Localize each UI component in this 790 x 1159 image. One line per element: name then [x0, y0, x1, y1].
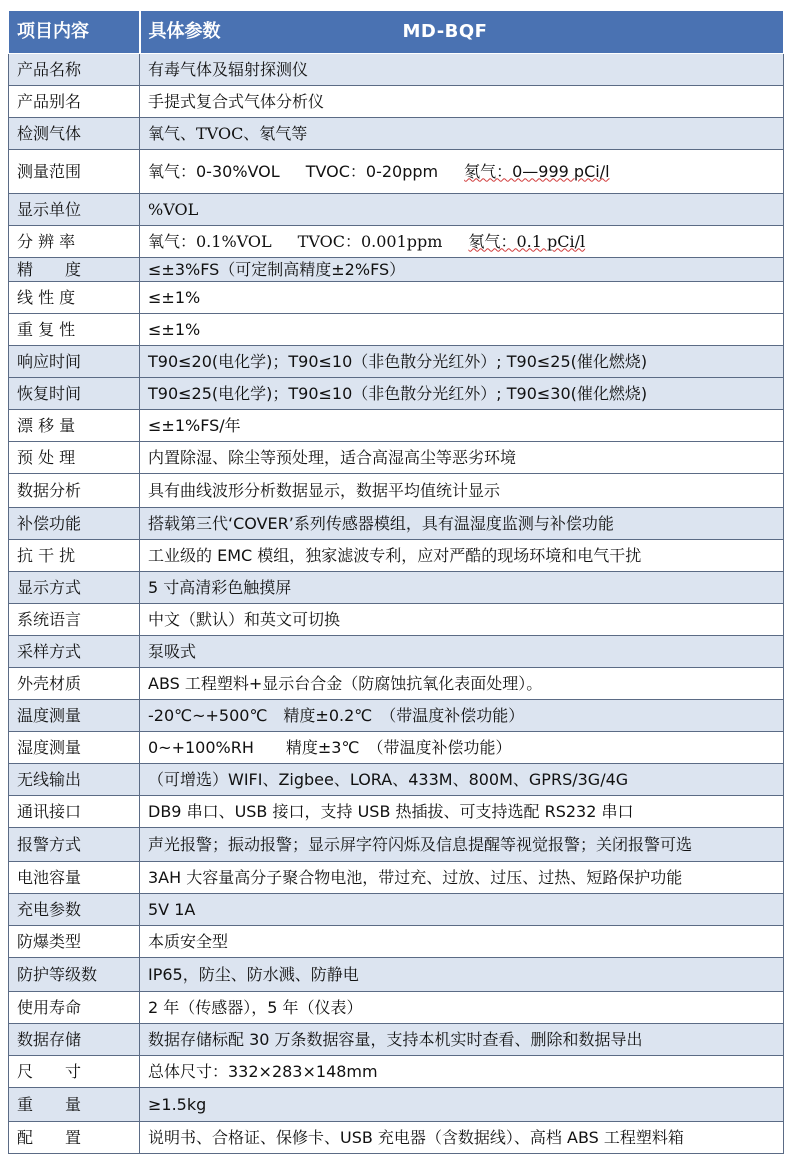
value-text: 0~+100%RH 精度±3℃ （带温度补偿功能） — [148, 737, 512, 757]
row-label: 温度测量 — [9, 700, 140, 732]
table-row — [9, 764, 784, 796]
row-label: 检测气体 — [9, 118, 140, 150]
row-label: 预 处 理 — [9, 442, 140, 474]
value-part: 氧气：0.1%VOL — [148, 231, 272, 251]
row-value — [140, 604, 784, 636]
row-value — [140, 540, 784, 572]
table-row — [9, 636, 784, 668]
value-text: ≤±1% — [148, 287, 201, 307]
table-row — [9, 668, 784, 700]
table-row — [9, 796, 784, 828]
value-text: 内置除湿、除尘等预处理，适合高湿高尘等恶劣环境 — [148, 447, 517, 467]
row-label: 使用寿命 — [9, 992, 140, 1024]
value-text: ≤±1% — [148, 319, 201, 339]
row-value — [140, 572, 784, 604]
row-value — [140, 508, 784, 540]
value-text: 2 年（传感器），5 年（仪表） — [148, 997, 363, 1017]
table-row — [9, 474, 784, 508]
value-text: 氧气、TVOC、氡气等 — [148, 123, 308, 143]
spec-table — [8, 10, 784, 1154]
value-text: 数据存储标配 30 万条数据容量，支持本机实时查看、删除和数据导出 — [148, 1029, 643, 1049]
row-value — [140, 926, 784, 958]
row-value — [140, 118, 784, 150]
row-label: 重 复 性 — [9, 314, 140, 346]
row-label: 显示单位 — [9, 194, 140, 226]
row-value — [140, 86, 784, 118]
row-value — [140, 54, 784, 86]
row-label: 数据存储 — [9, 1024, 140, 1056]
row-value — [140, 894, 784, 926]
row-label: 精 度 — [9, 258, 140, 282]
value-text: 工业级的 EMC 模组，独家滤波专利，应对严酷的现场环境和电气干扰 — [148, 545, 642, 565]
header-params-label: 具体参数 — [148, 21, 221, 43]
spec-body — [9, 54, 784, 1154]
value-part: 氧气：0-30%VOL — [148, 161, 280, 181]
row-label: 漂 移 量 — [9, 410, 140, 442]
table-row — [9, 346, 784, 378]
row-value — [140, 194, 784, 226]
row-value — [140, 1056, 784, 1088]
value-text: ABS 工程塑料+显示台合金（防腐蚀抗氧化表面处理）。 — [148, 673, 543, 693]
row-label: 恢复时间 — [9, 378, 140, 410]
value-text: IP65，防尘、防水溅、防静电 — [148, 964, 359, 984]
row-value — [140, 796, 784, 828]
row-value — [140, 862, 784, 894]
table-row — [9, 540, 784, 572]
table-row — [9, 118, 784, 150]
row-value — [140, 958, 784, 992]
row-label: 配 置 — [9, 1122, 140, 1154]
value-part: 氡气：0.1 pCi/l — [468, 231, 586, 251]
row-label: 尺 寸 — [9, 1056, 140, 1088]
model-number: MD-BQF — [402, 21, 488, 42]
row-value — [140, 700, 784, 732]
row-value — [140, 314, 784, 346]
value-text: 有毒气体及辐射探测仪 — [148, 59, 309, 79]
value-text: ≤±3%FS（可定制高精度±2%FS） — [148, 259, 406, 279]
value-text: 5 寸高清彩色触摸屏 — [148, 577, 292, 597]
row-label: 充电参数 — [9, 894, 140, 926]
value-part: TVOC：0.001ppm — [297, 231, 443, 251]
row-label: 响应时间 — [9, 346, 140, 378]
row-label: 分 辨 率 — [9, 226, 140, 258]
table-row — [9, 378, 784, 410]
row-value — [140, 150, 784, 194]
row-label: 抗 干 扰 — [9, 540, 140, 572]
row-label: 外壳材质 — [9, 668, 140, 700]
header-params-cell — [140, 11, 784, 54]
value-text: 中文（默认）和英文可切换 — [148, 609, 341, 629]
row-label: 系统语言 — [9, 604, 140, 636]
row-value — [140, 282, 784, 314]
row-value — [140, 474, 784, 508]
value-part: 氡气：0—999 pCi/l — [464, 161, 610, 181]
row-label: 产品名称 — [9, 54, 140, 86]
table-row — [9, 1056, 784, 1088]
value-text: 3AH 大容量高分子聚合物电池，带过充、过放、过压、过热、短路保护功能 — [148, 867, 683, 887]
value-text: 本质安全型 — [148, 931, 229, 951]
table-row — [9, 572, 784, 604]
row-value — [140, 992, 784, 1024]
value-text: 泵吸式 — [148, 641, 197, 661]
value-text: 总体尺寸：332×283×148mm — [148, 1061, 378, 1081]
row-value — [140, 346, 784, 378]
table-row — [9, 194, 784, 226]
value-text: DB9 串口、USB 接口，支持 USB 热插拔、可支持选配 RS232 串口 — [148, 801, 634, 821]
value-text: 搭载第三代‘COVER’系列传感器模组，具有温湿度监测与补偿功能 — [148, 513, 614, 533]
row-label: 报警方式 — [9, 828, 140, 862]
row-value — [140, 378, 784, 410]
row-label: 显示方式 — [9, 572, 140, 604]
table-row — [9, 410, 784, 442]
value-text: 手提式复合式气体分析仪 — [148, 91, 325, 111]
header-item-label: 项目内容 — [9, 11, 140, 54]
row-value — [140, 1088, 784, 1122]
row-value — [140, 258, 784, 282]
row-label: 数据分析 — [9, 474, 140, 508]
row-label: 湿度测量 — [9, 732, 140, 764]
header-row — [9, 11, 784, 54]
value-text: （可增选）WIFI、Zigbee、LORA、433M、800M、GPRS/3G/4G — [148, 769, 629, 789]
row-value — [140, 442, 784, 474]
value-text: 5V 1A — [148, 899, 196, 919]
value-text: -20℃~+500℃ 精度±0.2℃ （带温度补偿功能） — [148, 705, 525, 725]
row-value — [140, 828, 784, 862]
table-row — [9, 862, 784, 894]
row-label: 电池容量 — [9, 862, 140, 894]
table-row — [9, 732, 784, 764]
table-row — [9, 992, 784, 1024]
row-label: 无线输出 — [9, 764, 140, 796]
row-value — [140, 668, 784, 700]
row-value — [140, 1122, 784, 1154]
table-row — [9, 958, 784, 992]
row-label: 采样方式 — [9, 636, 140, 668]
table-row — [9, 314, 784, 346]
row-value — [140, 410, 784, 442]
value-text: ≤±1%FS/年 — [148, 415, 241, 435]
row-value — [140, 226, 784, 258]
row-value — [140, 636, 784, 668]
row-label: 防爆类型 — [9, 926, 140, 958]
table-row — [9, 1088, 784, 1122]
table-row — [9, 828, 784, 862]
table-row — [9, 442, 784, 474]
table-row — [9, 150, 784, 194]
table-row — [9, 226, 784, 258]
value-text: ≥1.5kg — [148, 1094, 207, 1114]
row-value — [140, 732, 784, 764]
value-text: T90≤20(电化学)；T90≤10（非色散分光红外）; T90≤25(催化燃烧) — [148, 351, 648, 371]
value-part: TVOC：0-20ppm — [305, 161, 439, 181]
row-value — [140, 1024, 784, 1056]
row-label: 测量范围 — [9, 150, 140, 194]
row-label: 线 性 度 — [9, 282, 140, 314]
table-row — [9, 1024, 784, 1056]
value-text: 说明书、合格证、保修卡、USB 充电器（含数据线）、高档 ABS 工程塑料箱 — [148, 1127, 684, 1147]
row-value — [140, 764, 784, 796]
table-row — [9, 894, 784, 926]
table-row — [9, 282, 784, 314]
table-row — [9, 258, 784, 282]
table-row — [9, 54, 784, 86]
table-row — [9, 508, 784, 540]
value-text: T90≤25(电化学)；T90≤10（非色散分光红外）; T90≤30(催化燃烧) — [148, 383, 648, 403]
value-text: 声光报警；振动报警；显示屏字符闪烁及信息提醒等视觉报警；关闭报警可选 — [148, 834, 693, 854]
row-label: 产品别名 — [9, 86, 140, 118]
value-text: %VOL — [148, 199, 199, 219]
row-label: 补偿功能 — [9, 508, 140, 540]
row-label: 防护等级数 — [9, 958, 140, 992]
table-row — [9, 604, 784, 636]
table-row — [9, 700, 784, 732]
value-text: 具有曲线波形分析数据显示，数据平均值统计显示 — [148, 480, 501, 500]
row-label: 重 量 — [9, 1088, 140, 1122]
table-row — [9, 926, 784, 958]
table-row — [9, 86, 784, 118]
table-row — [9, 1122, 784, 1154]
row-label: 通讯接口 — [9, 796, 140, 828]
